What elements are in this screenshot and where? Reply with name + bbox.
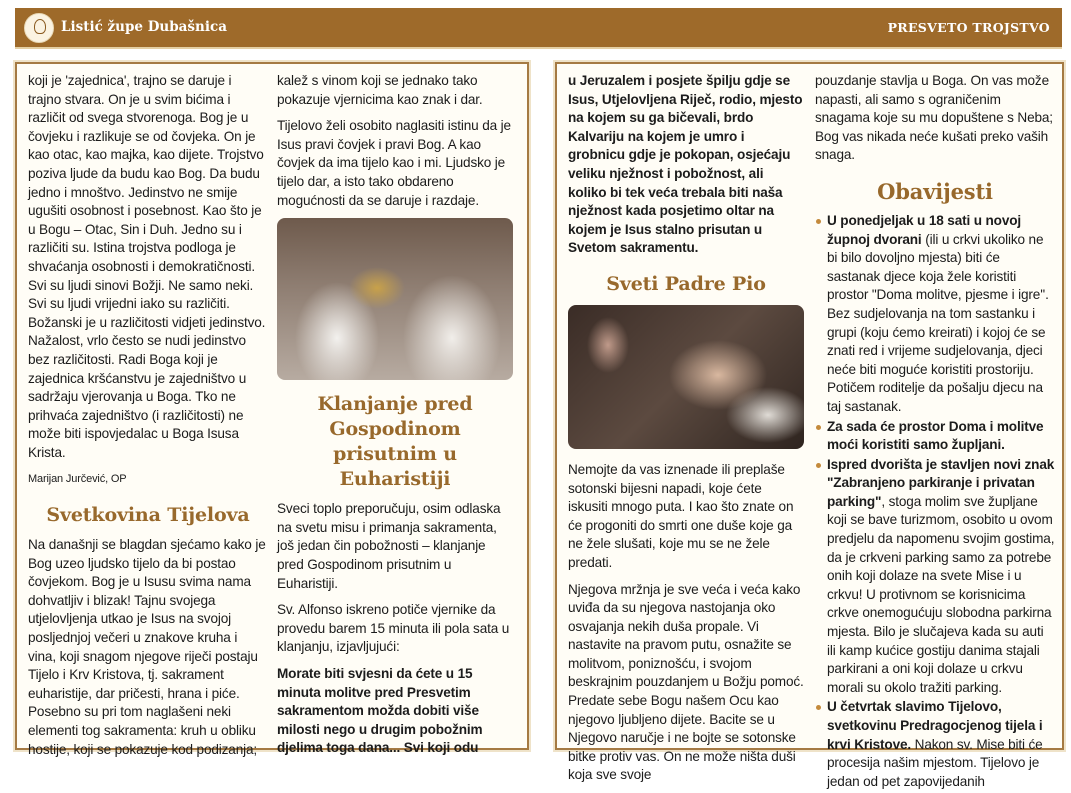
procession-photo <box>277 218 513 380</box>
paragraph: kalež s vinom koji se jednako tako pokazuje vjernicima kao znak i dar. <box>277 73 483 107</box>
announcement-text: , stoga molim sve župljane koji se bave turizmom, osobito u ovom predjelu da napomenu svojim gostima, da je crkveni parking samo za potrebe onih koji dolaze na svete Mise i u crkvu! U protivnom se korisnicima crkve onemogućuju slobodna parkirna mjesta. Bilo je slučajeva kada su auti ili kamp kućice gostiju danima stajali parkirani a oni koji dolaze u crkvu morali su okolo tražiti parking. <box>827 493 1055 695</box>
heading-klanjanje: Klanjanje pred Gospodinom prisutnim u Euharistiji <box>317 393 473 491</box>
announcement-item <box>815 456 1055 698</box>
announcement-bold: Za sada će prostor Doma i molitve moći koristiti samo župljani. <box>827 418 1044 453</box>
heading-padre-pio: Sveti Padre Pio <box>606 272 766 295</box>
paragraph: Njegova mržnja je sve veća i veća kako uviđa da su njegova nastojanja oko osvajanja nekih duša propale. Vi nastavite na pravom putu, osnažite se molitvom, poniznošću, i svojom beskrajnim pouzdanjem u Božju pomoć. Predate sebe Bogu našem Ocu kao njegovo ljubljeno dijete. Bacite se u Njegovo naručje i ne bojte se sotonske bitke protiv vas. On ne može ništa duši koja sve svoje <box>568 581 804 783</box>
right-page <box>555 62 1064 789</box>
section-title: PRESVETO TROJSTVO <box>887 20 1050 35</box>
header-bar <box>15 8 1062 49</box>
announcements-list <box>815 212 1055 791</box>
left-column-2 <box>277 72 513 766</box>
padre-pio-photo <box>568 305 804 449</box>
announcement-bold: Ispred dvorišta je stavljen novi znak "Zabranjeno parkiranje i privatan parking" <box>827 456 1055 509</box>
announcement-item <box>815 418 1055 455</box>
right-column-1 <box>568 72 804 793</box>
paragraph: Sveci toplo preporučuju, osim odlaska na svetu misu i primanja sakramenta, još jedan čin pobožnosti – klanjanje pred Gospodinom prisutnim u Euharistiji. <box>277 501 501 591</box>
tijelovo-text: Na današnji se blagdan sjećamo kako je Bog uzeo ljudsko tijelo da bi postao čovjekom. Bog je u Isusu svima nama dohvatljiv i blizak! Tajnu svojega utjelovljenja utkao je Isus na svojoj posljednjoj večeri u znakove kruha i vina, koji snagom njegove riječi postaju Tijelo i Krv Kristova, tj. sakrament euharistije, dar pričesti, hrana i piće. Posebno su pri tom naglašeni neki elementi tog sakramenta: kruh u obliku hostije, koji se pokazuje kod podizanja; <box>28 537 266 757</box>
left-page <box>15 62 529 757</box>
paragraph: pouzdanje stavlja u Boga. On vas može napasti, ali samo s ograničenim snagama koje su mu dopuštene s Neba; Bog vas nikada neće kušati preko vaših snaga. <box>815 73 1053 163</box>
saint-portrait-logo <box>24 13 54 43</box>
announcement-item <box>815 698 1055 791</box>
paragraph-bold: u Jeruzalem i posjete špilju gdje se Isus, Utjelovljena Riječ, rodio, mjesto na kojem su ga bičevali, brdo Kalvariju na kojem je umro i grobnicu gdje je pokopan, osjećaju veliku nježnost i pobožnost, ali koliko bi tek veća trebala biti naša nježnost kada posjetimo oltar na kojem je Isus stalno prisutan u Svetom sakramentu. <box>568 73 803 256</box>
newsletter-title: Listić župe Dubašnica <box>61 19 227 35</box>
heading-obavijesti: Obavijesti <box>877 178 993 204</box>
paragraph: Sv. Alfonso iskreno potiče vjernike da provedu barem 15 minuta ili pola sata u klanjanju, izjavljujući: <box>277 602 510 655</box>
announcement-item <box>815 212 1055 417</box>
heading-svetkovina-tijelova: Svetkovina Tijelova <box>46 504 250 527</box>
announcement-bold: U ponedjeljak u 18 sati u novoj župnoj dvorani <box>827 212 1022 247</box>
paragraph: Nemojte da vas iznenade ili preplaše sotonski bijesni napadi, koje ćete iskusiti mnogo puta. I kao što znate on će progoniti do smrti one duše koje ga ne žele slušati, koje mu se ne žele predati. <box>568 461 794 570</box>
announcement-bold: U četvrtak slavimo Tijelovo, svetkovinu Predragocjenog tijela i krvi Kristove. <box>827 699 1043 752</box>
quote-bold: Morate biti svjesni da ćete u 15 minuta molitve pred Presvetim sakramentom možda dobiti više milosti nego u drugim pobožnim djelima toga dana... Svi koji odu <box>277 665 483 756</box>
left-column-1 <box>28 72 268 767</box>
announcement-text: Nakon sv. Mise biti će procesija našim mjestom. Tijelovo je jedan od pet zapovijedanih <box>827 736 1043 789</box>
author-signature: Marijan Jurčević, OP <box>28 473 127 486</box>
announcement-text: (ili u crkvi ukoliko ne bi bilo dovoljno mjesta) biti će sastanak djece koja žele koristiti prostor "Doma molitve, pjesme i igre''. Bez sudjelovanja na tom sastanku i grupi (koju ćemo kreirati) i kojoj će se znati red i vrijeme sudjelovanja, djeci neće biti moguće koristiti prostoriju. Potičem roditelje da pošalju djecu na taj sastanak. <box>827 231 1049 414</box>
trinity-text: koji je 'zajednica', trajno se daruje i trajno stvara. On je u svim bićima i različit od svega stvorenoga. Bog je u čovjeku i razlikuje se od čovjeka. On je kao otac, kao majka, kao dijete. Trojstvo poziva ljude da budu kao Bog. Da budu jedno i mnoštvo. Jedinstvo ne smije ugušiti osobnost i posebnost. Kao što je u Bogu – Otac, Sin i Duh. Jedno su i različiti su. Istina trojstva podloga je shvaćanja osobnosti i demokratičnosti. Svi su ljudi sinovi Božji. Ne samo neki. Svi su ljudi vrijedni iako su različiti. Božanski je u različitosti vidjeti jedinstvo. Nažalost, vrlo često se nudi jedinstvo bez različitosti. Radi Boga koji je zajednica kršćanstvu je zajedništvo u sadržaju vjerovanja u Boga. Tko ne prihvaća zajedništvo (i različitosti) ne može biti ispovjedalac u Boga Isusa Krista. <box>28 73 266 460</box>
right-column-2 <box>815 72 1055 792</box>
paragraph: Tijelovo želi osobito naglasiti istinu da je Isus pravi čovjek i pravi Bog. A kao čovjek da ima tijelo kao i mi. Ljudsko je tijelo dar, a isto tako obdareno mogućnosti da se daruje i razdaje. <box>277 118 511 208</box>
